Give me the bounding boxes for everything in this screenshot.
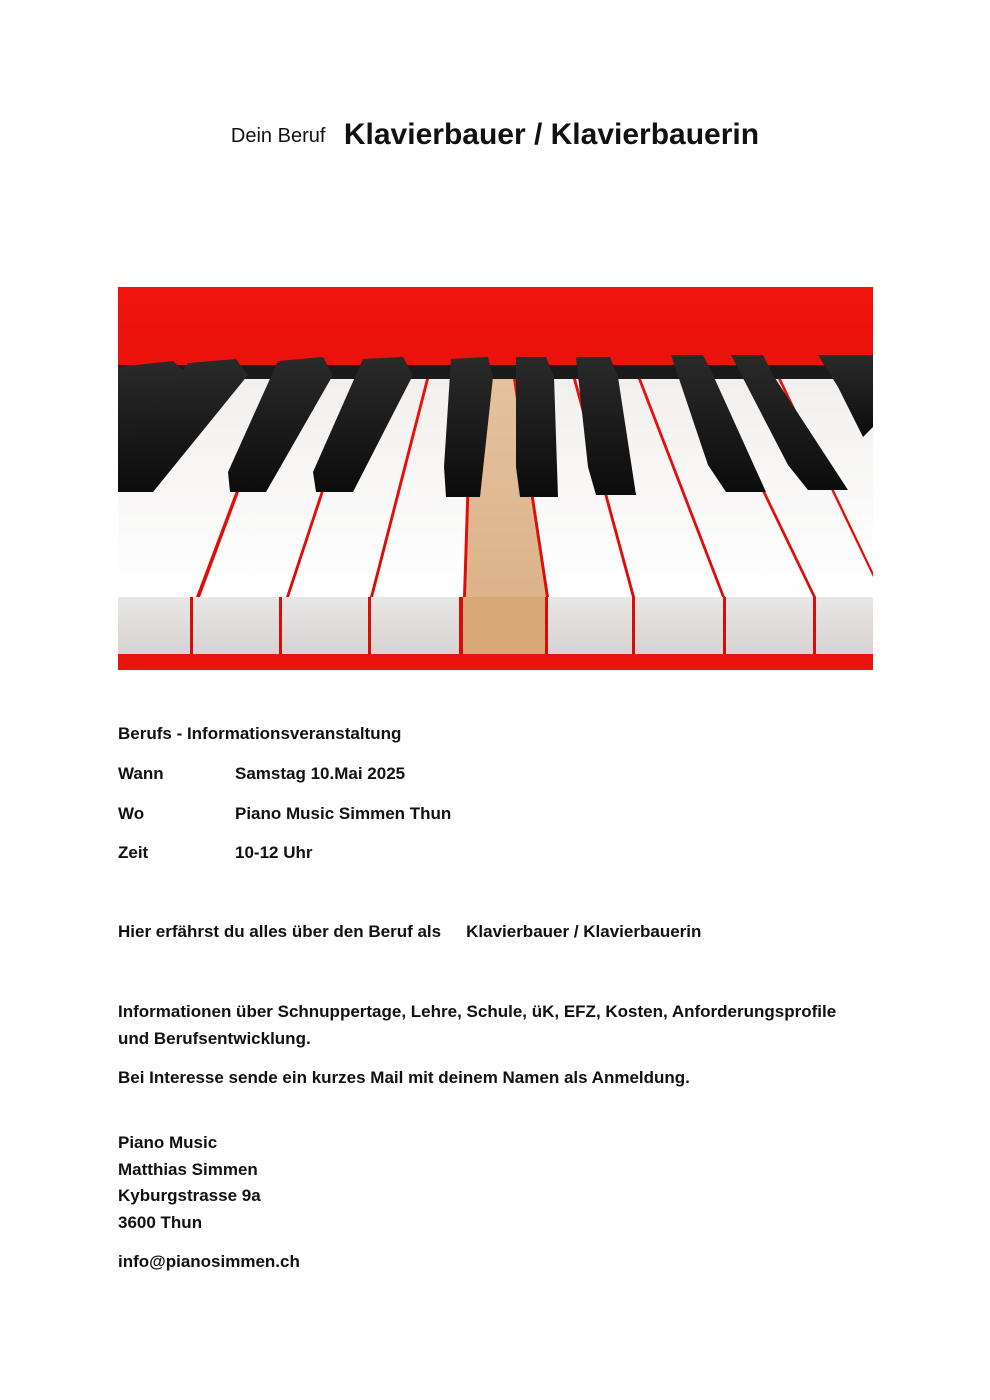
intro-line bbox=[118, 922, 701, 942]
where-label: Wo bbox=[118, 804, 145, 823]
title-main: Klavierbauer / Klavierbauerin bbox=[343, 118, 760, 151]
intro-profession: Klavierbauer / Klavierbauerin bbox=[466, 922, 702, 941]
info-paragraph: Informationen über Schnuppertage, Lehre, Schule, üK, EFZ, Kosten, Anforderungsprofile und Berufsentwicklung. bbox=[118, 1002, 837, 1048]
when-label: Wann bbox=[118, 764, 164, 783]
time-value: 10-12 Uhr bbox=[235, 843, 313, 862]
registration-note: Bei Interesse sende ein kurzes Mail mit deinem Namen als Anmeldung. bbox=[118, 1068, 690, 1087]
title-prefix: Dein Beruf bbox=[230, 125, 326, 147]
event-heading: Berufs - Informationsveranstaltung bbox=[118, 724, 402, 743]
piano-keyboard-photo bbox=[118, 287, 873, 670]
event-row-when bbox=[118, 764, 405, 784]
contact-name: Matthias Simmen bbox=[118, 1159, 258, 1179]
white-key-fronts bbox=[118, 597, 873, 654]
event-row-time bbox=[118, 843, 312, 863]
event-row-where bbox=[118, 804, 451, 824]
when-value: Samstag 10.Mai 2025 bbox=[235, 764, 406, 783]
intro-text: Hier erfährst du alles über den Beruf als bbox=[118, 922, 442, 941]
contact-address bbox=[118, 1130, 261, 1236]
contact-city: 3600 Thun bbox=[118, 1212, 203, 1232]
where-value: Piano Music Simmen Thun bbox=[235, 804, 452, 823]
contact-company: Piano Music bbox=[118, 1133, 218, 1152]
page-title bbox=[0, 118, 990, 152]
contact-street: Kyburgstrasse 9a bbox=[118, 1186, 261, 1205]
time-label: Zeit bbox=[118, 843, 149, 862]
contact-email[interactable]: info@pianosimmen.ch bbox=[118, 1252, 300, 1271]
